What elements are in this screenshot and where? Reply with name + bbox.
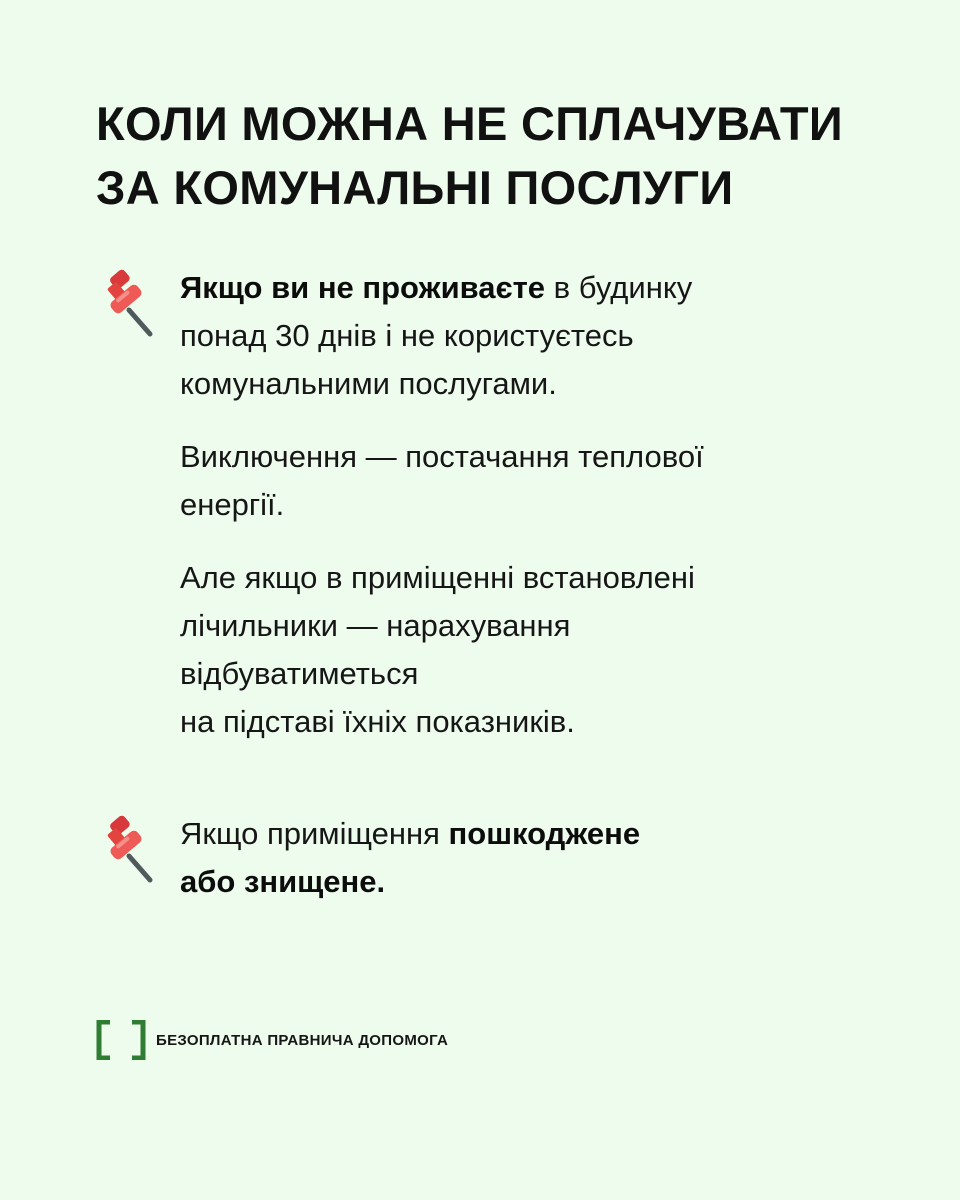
footer-logo [96, 1020, 448, 1060]
pushpin-icon [96, 812, 156, 884]
title-line-1: КОЛИ МОЖНА НЕ СПЛАЧУВАТИ [96, 97, 843, 150]
damaged-bold: пошкоджене [448, 816, 641, 851]
list-item-not-living [96, 264, 916, 746]
paragraph-damaged [180, 810, 916, 906]
meters-line-3: відбуватиметься [180, 656, 419, 691]
paragraph-meters [180, 554, 916, 746]
org-name: БЕЗОПЛАТНА ПРАВНИЧА ДОПОМОГА [156, 1031, 449, 1049]
meters-line-2: лічильники — нарахування [180, 608, 571, 643]
damaged-plain: Якщо приміщення [180, 816, 449, 851]
list-item-damaged [96, 810, 916, 906]
paragraph-exception [180, 433, 916, 529]
page-title [96, 92, 896, 220]
condition-rest: в будинку [545, 270, 693, 305]
title-line-2: ЗА КОМУНАЛЬНІ ПОСЛУГИ [96, 161, 734, 214]
condition-bold: Якщо ви не проживаєте [180, 270, 546, 305]
pushpin-icon [96, 266, 156, 338]
brackets-logo-icon [96, 1020, 146, 1060]
exception-line-1: Виключення — постачання теплової [180, 439, 704, 474]
meters-line-4: на підставі їхніх показників. [180, 704, 575, 739]
destroyed-bold: або знищене. [180, 864, 386, 899]
paragraph-condition [180, 264, 916, 408]
exception-line-2: енергії. [180, 487, 285, 522]
condition-line-2: понад 30 днів і не користуєтесь [180, 318, 634, 353]
meters-line-1: Але якщо в приміщенні встановлені [180, 560, 695, 595]
condition-line-3: комунальними послугами. [180, 366, 557, 401]
